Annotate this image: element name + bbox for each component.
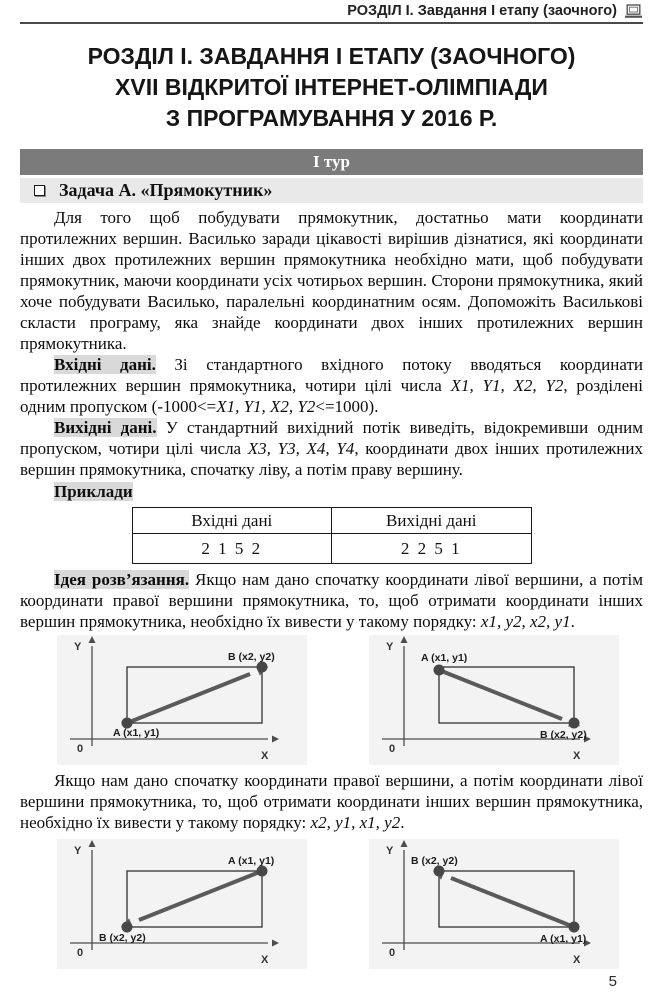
point-b-label: B (x2, y2) bbox=[99, 932, 146, 944]
origin-label: 0 bbox=[389, 947, 396, 959]
diagram-row-2 bbox=[0, 839, 663, 969]
x-axis-label: X bbox=[261, 750, 269, 762]
examples-label-text: Приклади bbox=[54, 482, 133, 501]
table-header-input: Вхідні дані bbox=[132, 508, 332, 534]
examples-table bbox=[132, 507, 532, 564]
y-axis-label: Y bbox=[74, 845, 82, 857]
paragraph-intro: Для того щоб побудувати прямокутник, достатньо мати координати протилежних вершин. Василько заради цікавості вирішив дізнатися, які координати інших двох протилежних вершин прямокутника необхідно мати, щоб побудувати прямокутник, маючи координати усіх чотирьох вершин. Сторони прямокутника, який хоче побудувати Василько, паралельні координатним осям. Допоможіть Василькові скласти програму, яка знайде координати двох інших протилежних вершин прямокутника. bbox=[20, 208, 643, 353]
running-head-text: РОЗДІЛ І. Завдання І етапу (заочного) bbox=[347, 3, 617, 19]
y-axis-label: Y bbox=[386, 845, 394, 857]
diagram-row-1 bbox=[0, 635, 663, 765]
point-a-label: A (x1, y1) bbox=[228, 855, 275, 867]
diagram-a-topright-to-b-bottomleft bbox=[57, 839, 307, 969]
page-number: 5 bbox=[608, 973, 617, 990]
title-line-1: РОЗДІЛ І. ЗАВДАННЯ І ЕТАПУ (ЗАОЧНОГО) bbox=[87, 43, 576, 69]
diagram-a-bottomleft-to-b-topright bbox=[57, 635, 307, 765]
x-axis-label: X bbox=[573, 954, 581, 966]
computer-icon bbox=[624, 4, 643, 19]
point-b-label: B (x2, y2) bbox=[228, 651, 275, 663]
square-bullet-icon bbox=[34, 185, 45, 196]
x-axis-label: X bbox=[261, 954, 269, 966]
examples-label bbox=[20, 481, 643, 503]
round-banner: І тур bbox=[20, 149, 643, 175]
point-a-label: A (x1, y1) bbox=[540, 933, 587, 945]
y-axis-label: Y bbox=[74, 641, 82, 653]
table-header-row bbox=[132, 508, 531, 534]
table-cell-output-values: 2 2 5 1 bbox=[332, 534, 532, 564]
paragraph-output-data: Вихідні дані. У стандартний вихідний потік виведіть, відокремивши одним пропуском, чотири цілі числа X3, Y3, X4, Y4, координати двох інших протилежних вершин прямокутника, спочатку ліву, а потім праву вершину. bbox=[20, 418, 643, 479]
x-axis-label: X bbox=[573, 750, 581, 762]
y-axis-label: Y bbox=[386, 641, 394, 653]
task-header bbox=[20, 178, 643, 203]
origin-label: 0 bbox=[77, 947, 84, 959]
paragraph-input-data: Вхідні дані. Зі стандартного вхідного потоку вводяться координати протилежних вершин прямокутника, чотири цілі числа X1, Y1, X2, Y2, розділені одним пропуском (-1000<=X1, Y1, X2, Y2<=1000). bbox=[20, 355, 643, 416]
diagram-a-topleft-to-b-bottomright bbox=[369, 635, 619, 765]
point-b-label: B (x2, y2) bbox=[411, 855, 458, 867]
running-head-row bbox=[20, 3, 643, 24]
table-row bbox=[132, 534, 531, 564]
title-line-3: З ПРОГРАМУВАННЯ У 2016 Р. bbox=[165, 105, 498, 131]
point-a-label: A (x1, y1) bbox=[421, 652, 468, 664]
paragraph-solution-idea: Ідея розв’язання. Якщо нам дано спочатку координати лівої вершини, а потім координати правої вершини прямокутника, то, щоб отримати координати інших вершин прямокутника, необхідно їх вивести у такому порядку: x1, y2, x2, y1. bbox=[20, 570, 643, 631]
point-b-label: B (x2, y2) bbox=[540, 729, 587, 741]
point-a-label: A (x1, y1) bbox=[113, 727, 160, 739]
diagram-a-bottomright-to-b-topleft bbox=[369, 839, 619, 969]
title-line-2: XVII ВІДКРИТОЇ ІНТЕРНЕТ-ОЛІМПІАДИ bbox=[115, 74, 548, 100]
page-title bbox=[0, 41, 663, 134]
paragraph-reversed-order: Якщо нам дано спочатку координати правої вершини, а потім координати лівої вершини прямокутника, то, щоб отримати координати інших вершин прямокутника, необхідно їх вивести у такому порядку: x2, y1, x1, y2. bbox=[20, 771, 643, 832]
origin-label: 0 bbox=[77, 743, 84, 755]
table-cell-input-values: 2 1 5 2 bbox=[132, 534, 332, 564]
origin-label: 0 bbox=[389, 743, 396, 755]
task-title: Задача А. «Прямокутник» bbox=[59, 180, 273, 200]
table-header-output: Вихідні дані bbox=[332, 508, 532, 534]
